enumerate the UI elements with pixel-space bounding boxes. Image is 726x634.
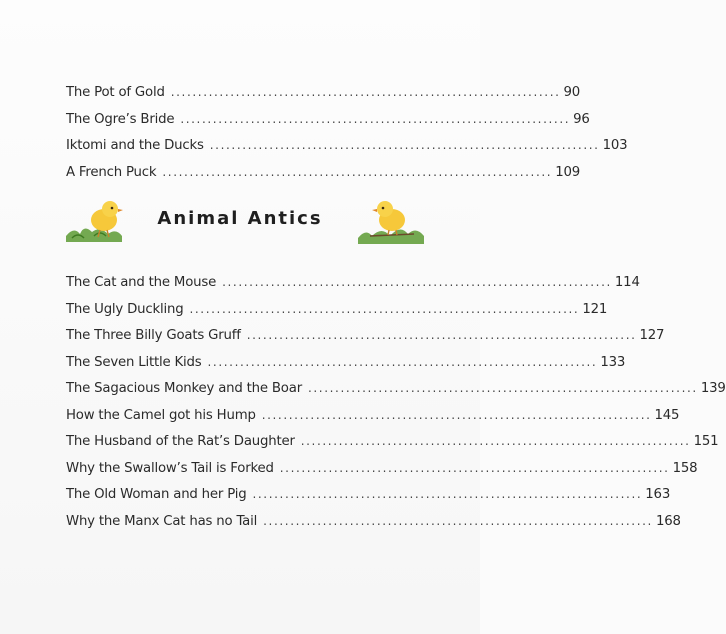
dot-leader: ........................................................................ (300, 434, 691, 448)
entry-page-number: 145 (654, 407, 680, 423)
dot-leader: ........................................................................ (246, 328, 637, 342)
entry-title: The Pot of Gold (66, 85, 165, 100)
dot-leader: ........................................................................ (279, 460, 670, 475)
entry-title: The Cat and the Mouse (66, 275, 217, 290)
entry-title: The Ugly Duckling (66, 301, 184, 317)
toc-entry[interactable] (66, 79, 581, 106)
entry-page-number: 121 (582, 301, 608, 317)
grass-icon (358, 229, 424, 244)
dot-leader: ........................................................................ (189, 301, 580, 316)
entry-title: The Ogre’s Bride (66, 111, 175, 127)
toc-entry[interactable] (66, 159, 580, 186)
toc-list-bottom (66, 269, 726, 534)
toc-entry[interactable] (66, 455, 698, 482)
toc-entry[interactable] (66, 269, 640, 296)
entry-title: The Sagacious Monkey and the Boar (66, 381, 302, 396)
entry-title: Why the Swallow’s Tail is Forked (66, 460, 274, 476)
entry-page-number: 163 (645, 487, 671, 502)
section-title: Animal Antics (157, 208, 323, 229)
entry-page-number: 151 (693, 434, 719, 449)
entry-title: The Seven Little Kids (66, 354, 202, 370)
entry-page-number: 127 (639, 328, 665, 343)
section-header (60, 196, 420, 248)
chick-icon (348, 196, 428, 248)
dot-leader: ........................................................................ (261, 407, 652, 422)
dot-leader: ........................................................................ (307, 381, 698, 395)
dot-leader: ........................................................................ (207, 354, 598, 369)
entry-page-number: 90 (563, 85, 581, 100)
toc-entry[interactable] (66, 322, 665, 349)
entry-page-number: 109 (555, 164, 580, 180)
dot-leader: ........................................................................ (222, 275, 612, 289)
dot-leader: ........................................................................ (180, 111, 571, 126)
entry-page-number: 114 (614, 275, 640, 290)
entry-page-number: 133 (600, 354, 626, 370)
entry-page-number: 158 (672, 460, 698, 476)
entry-title: The Three Billy Goats Gruff (66, 328, 241, 343)
toc-entry[interactable] (66, 428, 719, 455)
toc-list-top (66, 79, 628, 185)
entry-title: A French Puck (66, 164, 157, 180)
dot-leader: ........................................................................ (263, 513, 653, 528)
dot-leader: ........................................................................ (162, 164, 553, 179)
entry-title: The Husband of the Rat’s Daughter (66, 434, 295, 449)
dot-leader: ........................................................................ (252, 487, 643, 501)
toc-entry[interactable] (66, 106, 590, 133)
entry-title: How the Camel got his Hump (66, 407, 256, 423)
toc-entry[interactable] (66, 349, 626, 376)
dot-leader: ........................................................................ (209, 138, 600, 152)
toc-entry[interactable] (66, 481, 671, 508)
toc-entry[interactable] (66, 296, 608, 323)
entry-page-number: 139 (700, 381, 726, 396)
toc-entry[interactable] (66, 132, 628, 159)
entry-page-number: 168 (655, 513, 681, 529)
entry-title: The Old Woman and her Pig (66, 487, 247, 502)
toc-entry[interactable] (66, 508, 681, 535)
dot-leader: ........................................................................ (170, 85, 561, 99)
entry-title: Iktomi and the Ducks (66, 138, 204, 153)
entry-page-number: 103 (602, 138, 628, 153)
toc-entry[interactable] (66, 402, 680, 429)
toc-entry[interactable] (66, 375, 726, 402)
entry-page-number: 96 (573, 111, 590, 127)
entry-title: Why the Manx Cat has no Tail (66, 513, 258, 529)
